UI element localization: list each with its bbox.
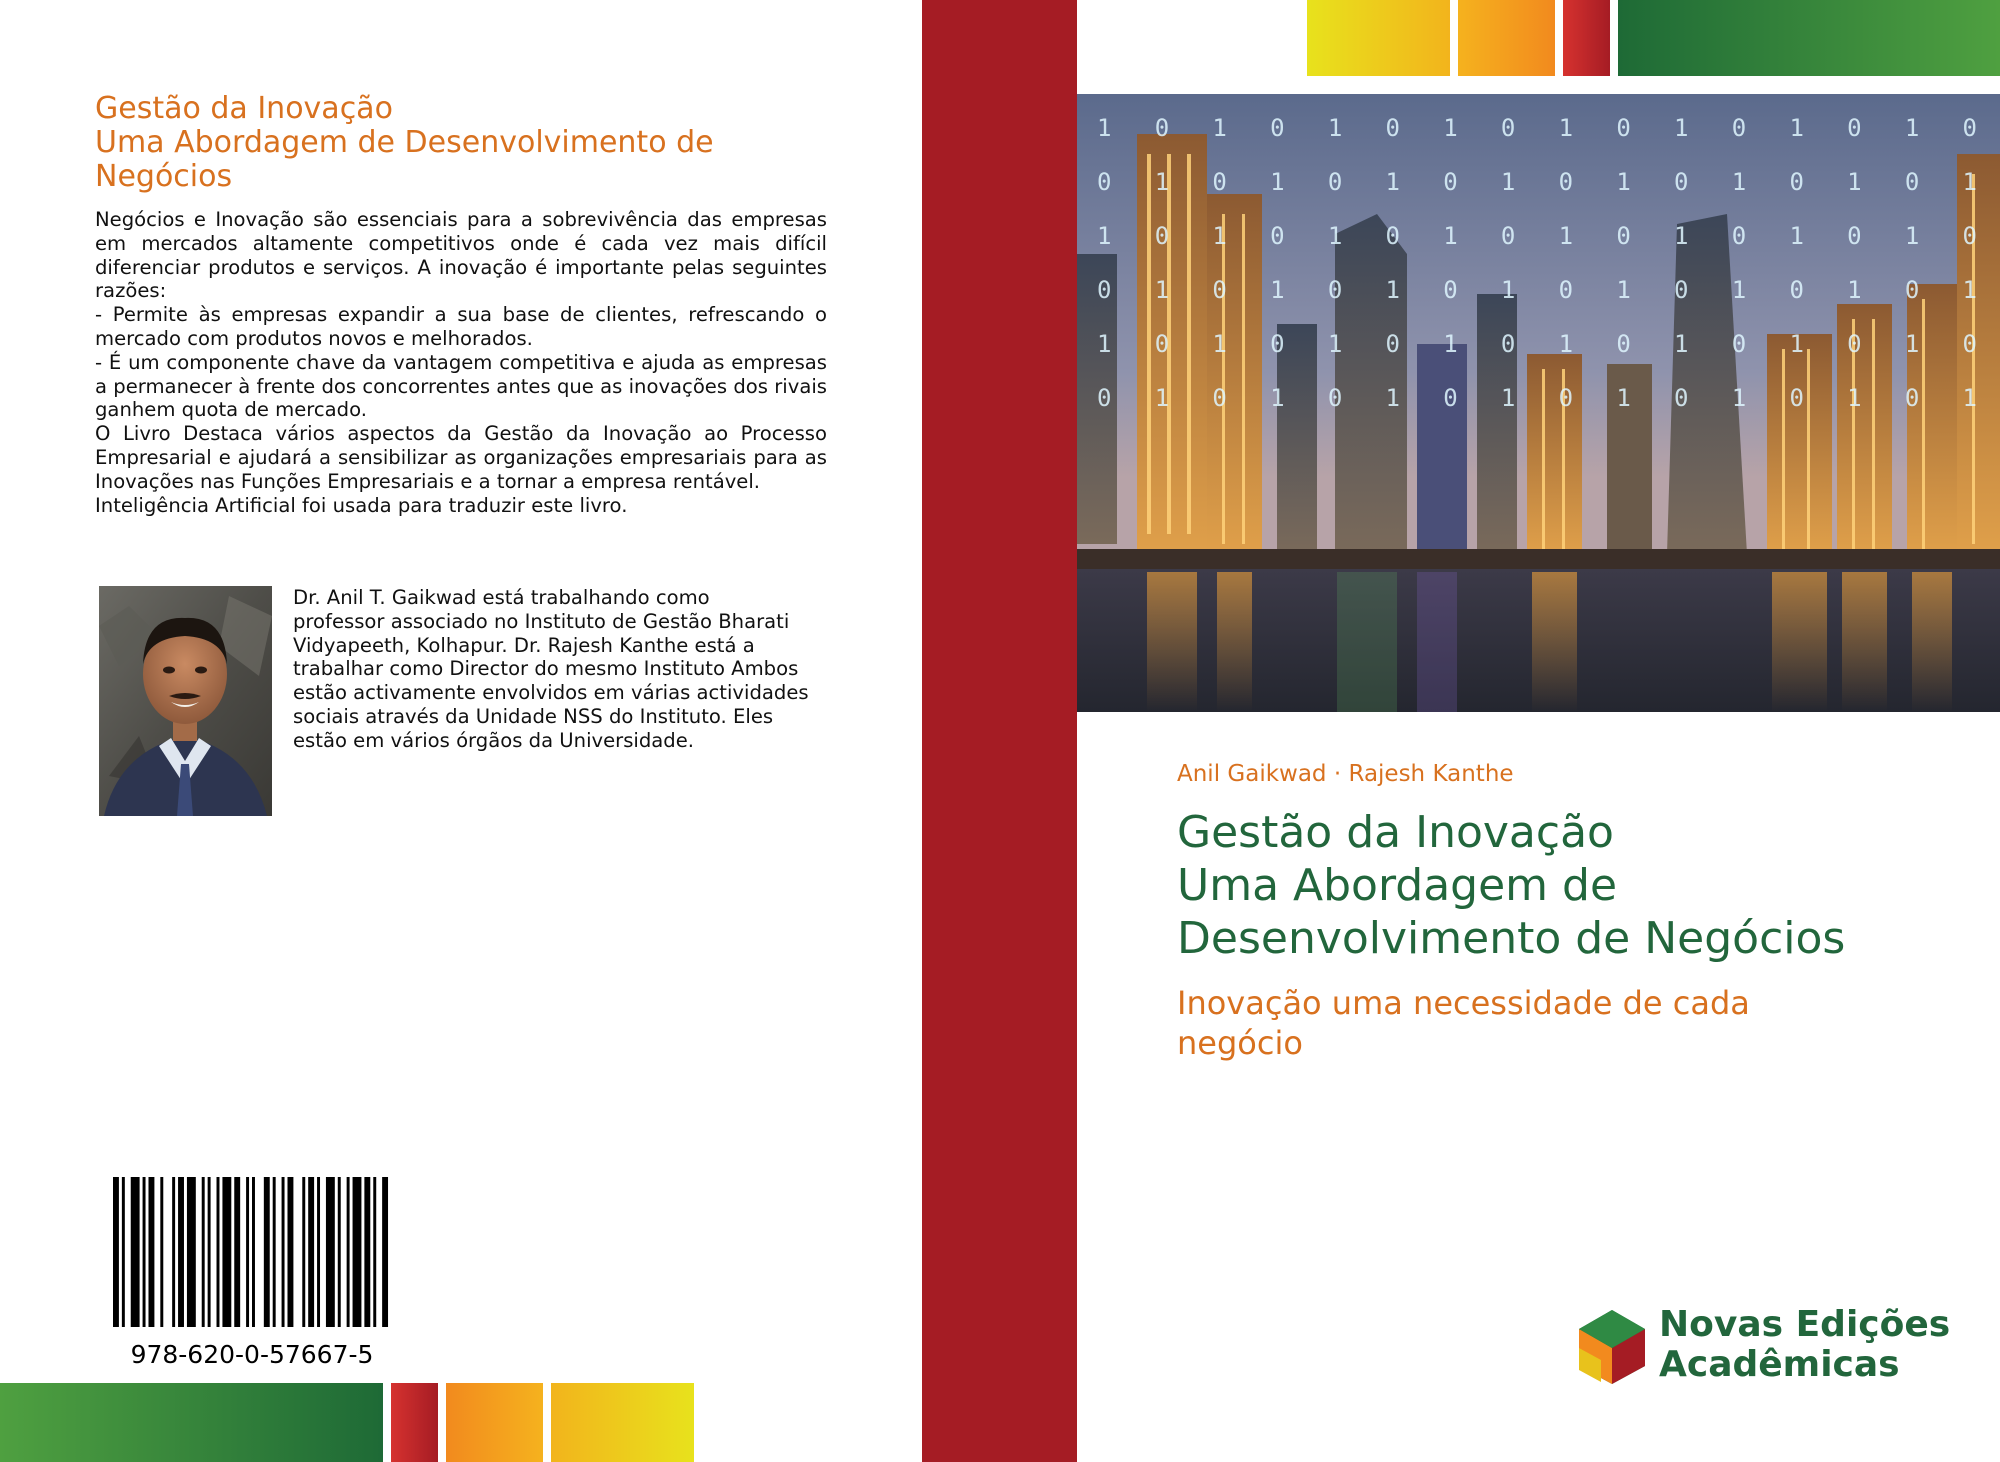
- barcode-bar: [122, 1177, 125, 1327]
- author-bio-line: Dr. Anil T. Gaikwad está trabalhando como: [293, 586, 710, 609]
- barcode-bar: [222, 1177, 231, 1327]
- book-description: [95, 208, 827, 517]
- description-paragraph: - Permite às empresas expandir a sua base de clientes, refrescando o mercado com produtos novos e melhorados.: [95, 303, 827, 350]
- front-cover-title: [1177, 806, 1937, 965]
- description-paragraph: - É um componente chave da vantagem competitiva e ajuda as empresas a permanecer à frente dos concorrentes antes que as inovações dos rivais ganhem quota de mercado.: [95, 350, 827, 422]
- subtitle-line: Inovação uma necessidade de cada: [1177, 984, 1750, 1022]
- author-bio-line: estão em vários órgãos da Universidade.: [293, 728, 695, 752]
- back-cover-title: [95, 92, 835, 194]
- isbn-number: 978-620-0-57667-5: [130, 1340, 374, 1369]
- barcode-bar: [178, 1177, 184, 1327]
- back-title-line: Negócios: [95, 159, 233, 194]
- author-bio-line: trabalhar como Director do mesmo Instituto Ambos: [293, 657, 799, 681]
- barcode-bar: [382, 1177, 388, 1327]
- barcode-bar: [326, 1177, 335, 1327]
- barcode-bar: [234, 1177, 240, 1327]
- publisher-logo-icon: [1573, 1308, 1651, 1386]
- barcode-bar: [172, 1177, 175, 1327]
- binary-row: 1 0 1 0 1 0 1 0 1 0 1 0 1 0 1 0: [1097, 114, 1977, 142]
- barcode-bar: [302, 1177, 305, 1327]
- barcode-bar: [317, 1177, 320, 1327]
- barcode-bar: [143, 1177, 146, 1327]
- book-spine: [922, 0, 1077, 1462]
- barcode-bar: [246, 1177, 249, 1327]
- front-title-line: Desenvolvimento de Negócios: [1177, 913, 1846, 964]
- barcode-bar: [113, 1177, 119, 1327]
- publisher-name-line: Acadêmicas: [1659, 1344, 1900, 1385]
- barcode-bar: [282, 1177, 285, 1327]
- author-bio: [293, 586, 833, 753]
- description-paragraph: Inteligência Artificial foi usada para traduzir este livro.: [95, 493, 628, 517]
- barcode-bar: [347, 1177, 350, 1327]
- barcode: [113, 1177, 391, 1327]
- barcode-bar: [148, 1177, 154, 1327]
- front-color-stripes: [1307, 0, 2000, 76]
- front-title-line: Gestão da Inovação: [1177, 807, 1614, 858]
- author-bio-line: professor associado no Instituto de Gestão Bharati: [293, 609, 790, 633]
- barcode-bar: [308, 1177, 314, 1327]
- binary-row: 0 1 0 1 0 1 0 1 0 1 0 1 0 1 0 1: [1097, 384, 1977, 412]
- barcode-bar: [353, 1177, 362, 1327]
- author-portrait-image: [99, 586, 272, 816]
- city-skyline-image: [1077, 94, 2000, 712]
- front-cover-subtitle: [1177, 983, 1817, 1063]
- author-bio-line: sociais através da Unidade NSS do Instituto. Eles: [293, 704, 774, 728]
- front-title-line: Uma Abordagem de: [1177, 860, 1618, 911]
- subtitle-line: negócio: [1177, 1024, 1303, 1062]
- author-bio-line: estão activamente envolvidos em várias actividades: [293, 681, 809, 705]
- barcode-bar: [160, 1177, 163, 1327]
- barcode-bar: [187, 1177, 196, 1327]
- author-bio-line: Vidyapeeth, Kolhapur. Dr. Rajesh Kanthe está a: [293, 633, 755, 657]
- back-title-line: Uma Abordagem de Desenvolvimento de: [95, 125, 714, 160]
- binary-row: 1 0 1 0 1 0 1 0 1 0 1 0 1 0 1 0: [1097, 330, 1977, 358]
- barcode-bar: [202, 1177, 205, 1327]
- barcode-bar: [287, 1177, 293, 1327]
- barcode-bar: [252, 1177, 255, 1327]
- barcode-bar: [208, 1177, 211, 1327]
- description-paragraph: O Livro Destaca vários aspectos da Gestão da Inovação ao Processo Empresarial e ajudará a sensibilizar as organizações empresariais para as Inovações nas Funções Empresariais e a tornar a empresa rentável.: [95, 422, 827, 493]
- binary-row: 0 1 0 1 0 1 0 1 0 1 0 1 0 1 0 1: [1097, 276, 1977, 304]
- barcode-bar: [131, 1177, 140, 1327]
- author-photo: [99, 586, 272, 816]
- front-authors: Anil Gaikwad · Rajesh Kanthe: [1177, 761, 1514, 787]
- barcode-bar: [264, 1177, 270, 1327]
- barcode-bar: [373, 1177, 376, 1327]
- back-title-line: Gestão da Inovação: [95, 91, 393, 126]
- publisher-name-line: Novas Edições: [1659, 1304, 1951, 1345]
- binary-row: 0 1 0 1 0 1 0 1 0 1 0 1 0 1 0 1: [1097, 168, 1977, 196]
- binary-row: 1 0 1 0 1 0 1 0 1 0 1 0 1 0 1 0: [1097, 222, 1977, 250]
- publisher-name: [1659, 1305, 1950, 1385]
- barcode-bar: [273, 1177, 276, 1327]
- barcode-bar: [338, 1177, 341, 1327]
- barcode-bar: [364, 1177, 370, 1327]
- description-paragraph: Negócios e Inovação são essenciais para a sobrevivência das empresas em mercados altamente competitivos onde é cada vez mais difícil diferenciar produtos e serviços. A inovação é importante pelas seguintes razões:: [95, 208, 827, 303]
- cover-photo-city-skyline: [1077, 94, 2000, 712]
- back-color-stripes: [0, 1383, 700, 1462]
- barcode-bar: [217, 1177, 220, 1327]
